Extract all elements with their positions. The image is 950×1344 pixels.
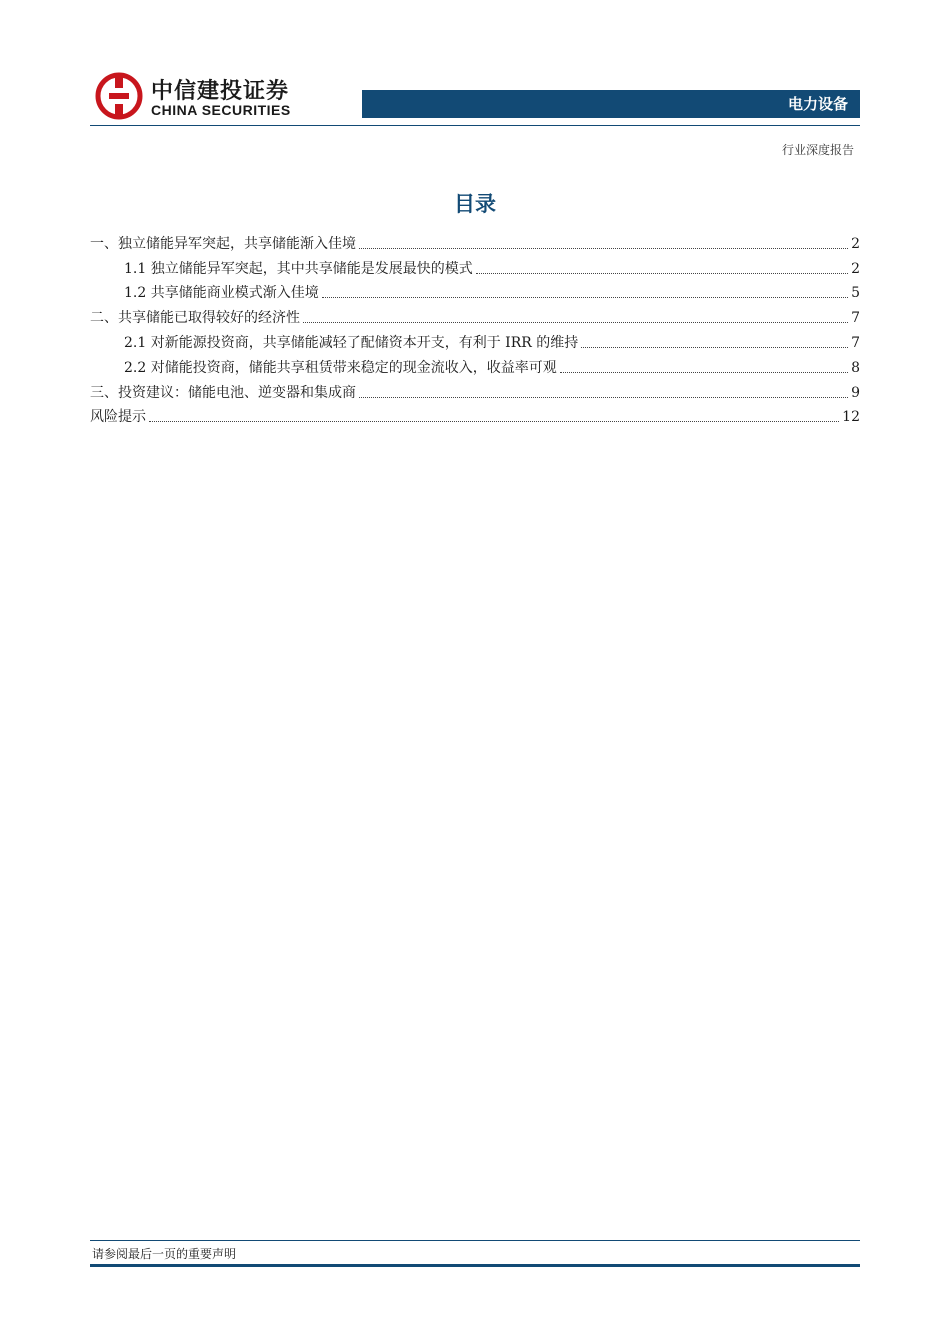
- page-header: [90, 68, 860, 128]
- footer-divider: [90, 1240, 860, 1241]
- toc-entry-page: 7: [851, 310, 860, 327]
- table-of-contents: [90, 228, 860, 426]
- toc-entry-text: 一、独立储能异军突起，共享储能渐入佳境: [90, 235, 356, 252]
- toc-entry[interactable]: [90, 352, 860, 377]
- toc-entry-text: 2.1 对新能源投资商，共享储能减轻了配储资本开支，有利于 IRR 的维持: [124, 334, 579, 351]
- toc-leader-dots: [359, 396, 848, 398]
- toc-leader-dots: [322, 296, 848, 298]
- toc-entry-page: 2: [851, 235, 860, 252]
- toc-leader-dots: [476, 272, 848, 274]
- toc-entry[interactable]: [90, 377, 860, 402]
- header-divider: [90, 125, 860, 126]
- sector-label: 电力设备: [787, 95, 848, 113]
- company-logo: [95, 70, 355, 122]
- toc-entry[interactable]: [90, 402, 860, 427]
- logo-english-name: CHINA SECURITIES: [151, 102, 291, 118]
- toc-entry-text: 三、投资建议：储能电池、逆变器和集成商: [90, 384, 356, 401]
- toc-leader-dots: [149, 420, 839, 422]
- toc-entry[interactable]: [90, 228, 860, 253]
- citic-logo-icon: [95, 72, 143, 120]
- toc-entry-page: 8: [851, 359, 860, 376]
- sector-banner: [362, 90, 860, 118]
- toc-entry[interactable]: [90, 327, 860, 352]
- toc-title: 目录: [454, 192, 496, 216]
- disclaimer-note: 请参阅最后一页的重要声明: [92, 1247, 237, 1261]
- toc-entry-text: 2.2 对储能投资商，储能共享租赁带来稳定的现金流收入，收益率可观: [124, 359, 557, 376]
- toc-entry-page: 12: [842, 409, 860, 426]
- toc-leader-dots: [581, 346, 848, 348]
- toc-entry-text: 二、共享储能已取得较好的经济性: [90, 310, 300, 327]
- toc-entry[interactable]: [90, 278, 860, 303]
- toc-entry[interactable]: [90, 302, 860, 327]
- toc-entry-page: 9: [851, 384, 860, 401]
- toc-entry-page: 2: [851, 260, 860, 277]
- toc-entry-text: 风险提示: [90, 409, 146, 426]
- toc-leader-dots: [359, 247, 848, 249]
- toc-entry-text: 1.1 独立储能异军突起，其中共享储能是发展最快的模式: [124, 260, 473, 277]
- toc-entry[interactable]: [90, 253, 860, 278]
- footer-bar: [90, 1264, 860, 1267]
- toc-leader-dots: [560, 371, 848, 373]
- toc-entry-text: 1.2 共享储能商业模式渐入佳境: [124, 285, 319, 302]
- report-type-label: 行业深度报告: [781, 143, 854, 157]
- toc-entry-page: 7: [851, 334, 860, 351]
- toc-entry-page: 5: [851, 285, 860, 302]
- logo-chinese-name: 中信建投证券: [151, 79, 290, 104]
- toc-leader-dots: [303, 321, 848, 323]
